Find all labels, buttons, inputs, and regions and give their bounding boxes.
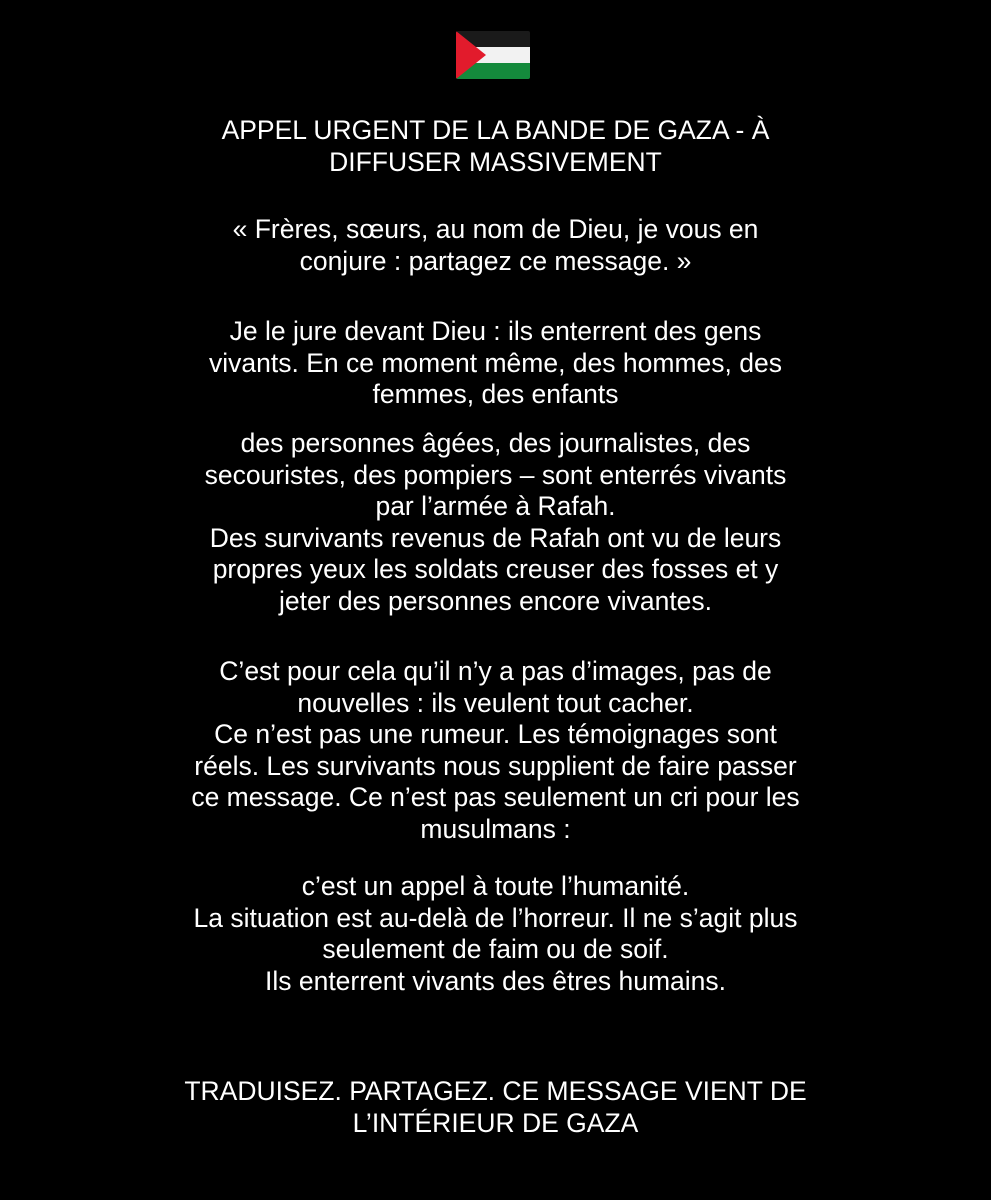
paragraph-3: [0, 656, 991, 845]
paragraph-line: propres yeux les soldats creuser des fosses et y: [212, 554, 779, 584]
footer-line: TRADUISEZ. PARTAGEZ. CE MESSAGE VIENT DE: [184, 1076, 807, 1106]
paragraph-line: Ce n’est pas une rumeur. Les témoignages sont: [214, 719, 777, 749]
paragraph-line: ce message. Ce n’est pas seulement un cri pour les: [191, 782, 800, 812]
palestine-flag-icon: [456, 31, 530, 79]
paragraph-line: secouristes, des pompiers – sont enterrés vivants: [204, 459, 787, 490]
paragraph-line: nouvelles : ils veulent tout cacher.: [297, 687, 694, 718]
paragraph-line: des personnes âgées, des journalistes, des: [240, 428, 751, 458]
paragraph-line: femmes, des enfants: [372, 379, 619, 409]
paragraph-1: [0, 316, 991, 411]
quote-line: « Frères, sœurs, au nom de Dieu, je vous en: [232, 214, 759, 244]
quote-line: conjure : partagez ce message. »: [299, 245, 692, 276]
quote: [0, 214, 991, 277]
paragraph-4: [0, 871, 991, 997]
paragraph-line: réels. Les survivants nous supplient de faire passer: [194, 750, 797, 781]
paragraph-line: C’est pour cela qu’il n’y a pas d’images, pas de: [219, 656, 772, 686]
paragraph-line: jeter des personnes encore vivantes.: [278, 585, 713, 616]
paragraph-line: La situation est au-delà de l’horreur. Il ne s’agit plus: [193, 902, 798, 933]
paragraph-line: c’est un appel à toute l’humanité.: [301, 871, 690, 901]
paragraph-line: Ils enterrent vivants des êtres humains.: [264, 965, 727, 996]
paragraph-2: [0, 428, 991, 617]
title: [0, 115, 991, 178]
paragraph-line: Des survivants revenus de Rafah ont vu de leurs: [209, 522, 782, 553]
paragraph-line: Je le jure devant Dieu : ils enterrent des gens: [229, 316, 762, 346]
paragraph-line: seulement de faim ou de soif.: [322, 934, 669, 964]
footer-line: L’INTÉRIEUR DE GAZA: [352, 1107, 639, 1138]
footer-call-to-action: [0, 1076, 991, 1139]
paragraph-line: par l’armée à Rafah.: [375, 491, 616, 521]
title-line: DIFFUSER MASSIVEMENT: [329, 146, 662, 177]
paragraph-line: musulmans :: [420, 813, 571, 844]
title-line: APPEL URGENT DE LA BANDE DE GAZA - À: [221, 115, 770, 145]
paragraph-line: vivants. En ce moment même, des hommes, des: [209, 347, 782, 378]
